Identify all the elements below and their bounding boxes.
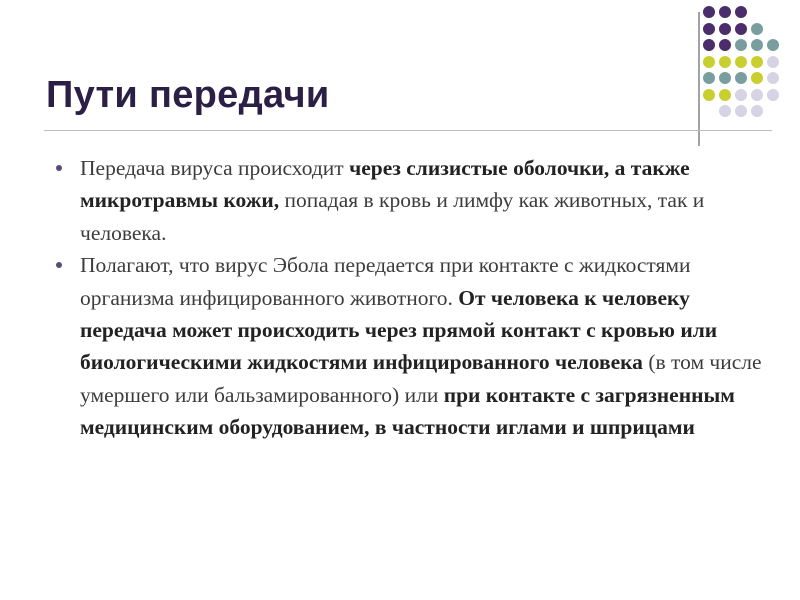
decorative-dot (767, 72, 779, 84)
slide-body (50, 152, 770, 444)
bullet-text-segment: попадая в кровь и лимфу как животных, так и человека. (80, 188, 705, 245)
decorative-dot (719, 39, 731, 51)
bullet-icon (56, 262, 62, 268)
slide-title: Пути передачи (46, 74, 330, 116)
decorative-dot (735, 56, 747, 68)
decorative-dot (735, 89, 747, 101)
decorative-dot (703, 6, 715, 18)
decorative-dot (751, 23, 763, 35)
bullet-item (50, 249, 770, 443)
decorative-dot (767, 39, 779, 51)
decorative-dot (719, 105, 731, 117)
decorative-dot (751, 89, 763, 101)
vertical-divider (698, 12, 700, 146)
decorative-dot (703, 89, 715, 101)
decorative-dot (703, 56, 715, 68)
decorative-dot (719, 23, 731, 35)
decorative-dot (751, 39, 763, 51)
decorative-dot (735, 23, 747, 35)
decorative-dot (735, 72, 747, 84)
decorative-dot (719, 6, 731, 18)
decorative-dot (703, 72, 715, 84)
bullet-icon (56, 165, 62, 171)
decorative-dot-grid (703, 6, 783, 130)
decorative-dot (735, 6, 747, 18)
decorative-dot (767, 56, 779, 68)
decorative-dot (751, 72, 763, 84)
bullet-text-bold-segment: при контакте с загрязненным медицинским оборудованием, в частности иглами и шприцами (80, 382, 735, 440)
decorative-dot (767, 89, 779, 101)
bullet-text-segment: Полагают, что вирус Эбола передается при контакте с жидкостями организма инфицированного животного. (80, 253, 691, 310)
decorative-dot (703, 39, 715, 51)
bullet-text-bold-segment: через слизистые оболочки, а также микротравмы кожи, (80, 156, 690, 213)
decorative-dot (719, 56, 731, 68)
decorative-dot (735, 105, 747, 117)
decorative-dot (735, 39, 747, 51)
horizontal-divider (44, 130, 772, 131)
decorative-dot (719, 89, 731, 101)
bullet-text-bold-segment: От человека к человеку передача может происходить через прямой контакт с кровью или биологическими жидкостями инфицированного человека (80, 285, 718, 375)
decorative-dot (751, 56, 763, 68)
decorative-dot (751, 105, 763, 117)
bullet-text-segment: Передача вируса происходит (80, 156, 350, 180)
decorative-dot (703, 23, 715, 35)
bullet-text-segment: (в том числе умершего или бальзамированного) или (80, 350, 762, 407)
decorative-dot (719, 72, 731, 84)
bullet-item (50, 152, 770, 249)
